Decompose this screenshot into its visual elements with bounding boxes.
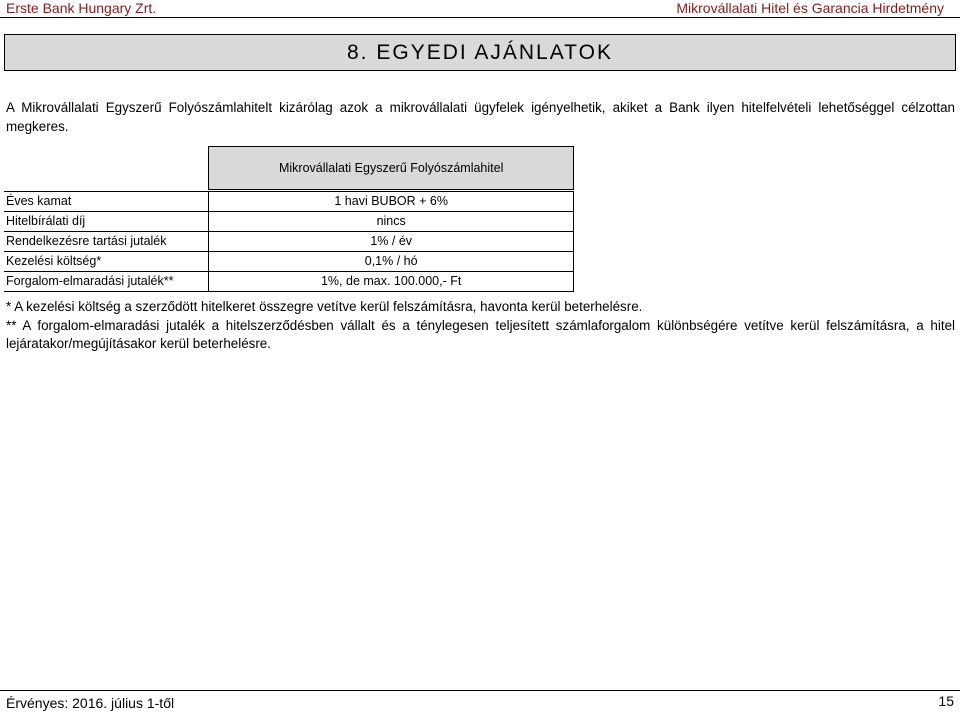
row-label: Éves kamat <box>4 192 209 212</box>
intro-paragraph: A Mikrovállalati Egyszerű Folyószámlahitelt kizárólag azok a mikrovállalati ügyfelek igényelhetik, akiket a Bank ilyen hitelfelvételi lehetőséggel célzottan megkeres. <box>6 100 955 134</box>
row-label: Rendelkezésre tartási jutalék <box>4 232 209 252</box>
row-value: 1% / év <box>209 232 574 252</box>
footnote-management-fee: * A kezelési költség a szerződött hitelkeret összegre vetítve kerül felszámításra, havonta kerül beterhelésre. <box>6 299 643 314</box>
fee-table-header-gap <box>4 147 209 190</box>
header-bank-name: Erste Bank Hungary Zrt. <box>6 0 157 16</box>
table-row <box>4 272 574 292</box>
table-row <box>4 232 574 252</box>
table-row <box>4 192 574 212</box>
row-value: nincs <box>209 212 574 232</box>
fee-table-header-row <box>4 147 574 190</box>
header-divider <box>0 17 960 18</box>
header-document-title: Mikrovállalati Hitel és Garancia Hirdetmény <box>676 0 944 16</box>
page-number: 15 <box>938 693 954 709</box>
footer-validity: Érvényes: 2016. július 1-től <box>6 695 175 711</box>
fee-table <box>4 146 574 292</box>
footer-divider <box>0 690 960 691</box>
row-label: Kezelési költség* <box>4 252 209 272</box>
fee-table-heading: Mikrovállalati Egyszerű Folyószámlahitel <box>209 147 574 190</box>
row-label: Hitelbírálati díj <box>4 212 209 232</box>
table-row <box>4 252 574 272</box>
row-value: 1 havi BUBOR + 6% <box>209 192 574 212</box>
footnotes <box>6 298 955 354</box>
table-row <box>4 212 574 232</box>
section-title: 8. EGYEDI AJÁNLATOK <box>4 34 956 71</box>
row-value: 1%, de max. 100.000,- Ft <box>209 272 574 292</box>
row-label: Forgalom-elmaradási jutalék** <box>4 272 209 292</box>
footnote-turnover-commission: ** A forgalom-elmaradási jutalék a hitelszerződésben vállalt és a ténylegesen teljesített számlaforgalom különbségére vetítve kerül felszámításra, a hitel lejáratakor/megújításakor kerül beterhelésre. <box>6 317 955 351</box>
row-value: 0,1% / hó <box>209 252 574 272</box>
